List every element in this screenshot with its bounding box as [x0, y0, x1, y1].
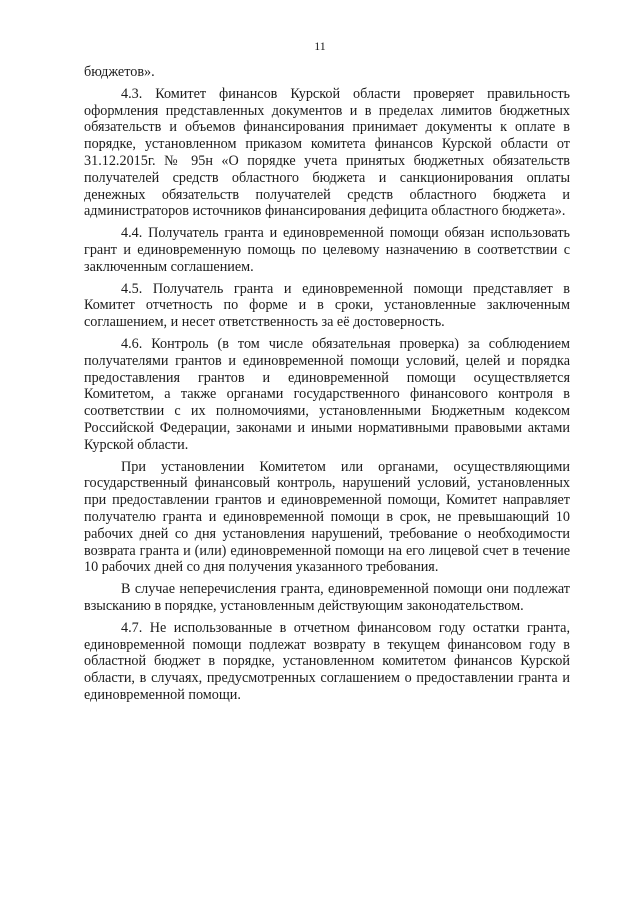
paragraph-non-transfer: В случае неперечисления гранта, единовременной помощи они подлежат взысканию в порядке, установленным действующим законодательством.: [84, 581, 570, 614]
paragraph-4-6: 4.6. Контроль (в том числе обязательная проверка) за соблюдением получателями грантов и единовременной помощи условий, целей и порядка предоставления грантов и единовременной помощи осуществляется Комитетом, а также органами государственного финансового контроля в соответствии с их полномочиями, установленными Бюджетным кодексом Российской Федерации, законами и иными нормативными правовыми актами Курской области.: [84, 335, 570, 453]
paragraph-continuation: бюджетов».: [84, 64, 155, 80]
paragraph-4-4: 4.4. Получатель гранта и единовременной помощи обязан использовать грант и единовременную помощь по целевому назначению в соответствии с заключенным соглашением.: [84, 225, 570, 275]
paragraph-violations: При установлении Комитетом или органами, осуществляющими государственный финансовый контроль, нарушений условий, установленных при предоставлении грантов и единовременной помощи, Комитет направляет получателю гранта и единовременной помощи в срок, не превышающий 10 рабочих дней со дня установления нарушений, требование о необходимости возврата гранта и (или) единовременной помощи на его лицевой счет в течение 10 рабочих дней со дня получения указанного требования.: [84, 458, 570, 576]
paragraph-4-3: 4.3. Комитет финансов Курской области проверяет правильность оформления представленных документов и в пределах лимитов бюджетных обязательств и объемов финансирования принимает документы к оплате в порядке, установленном приказом комитета финансов Курской области от 31.12.2015г. № 95н «О порядке учета принятых бюджетных обязательств получателей средств областного бюджета и санкционирования оплаты денежных обязательств получателей средств областного бюджета и администраторов источников финансирования дефицита областного бюджета».: [84, 85, 570, 220]
paragraph-4-5: 4.5. Получатель гранта и единовременной помощи представляет в Комитет отчетность по форме и в сроки, установленные заключенным соглашением, и несет ответственность за её достоверность.: [84, 280, 570, 331]
paragraph-4-7: 4.7. Не использованные в отчетном финансовом году остатки гранта, единовременной помощи подлежат возврату в текущем финансовом году в областной бюджет в порядке, установленном комитетом финансов Курской области, в случаях, предусмотренных соглашением о предоставлении гранта и единовременной помощи.: [84, 619, 570, 703]
document-body: [84, 64, 570, 709]
page-number: 11: [314, 39, 326, 53]
